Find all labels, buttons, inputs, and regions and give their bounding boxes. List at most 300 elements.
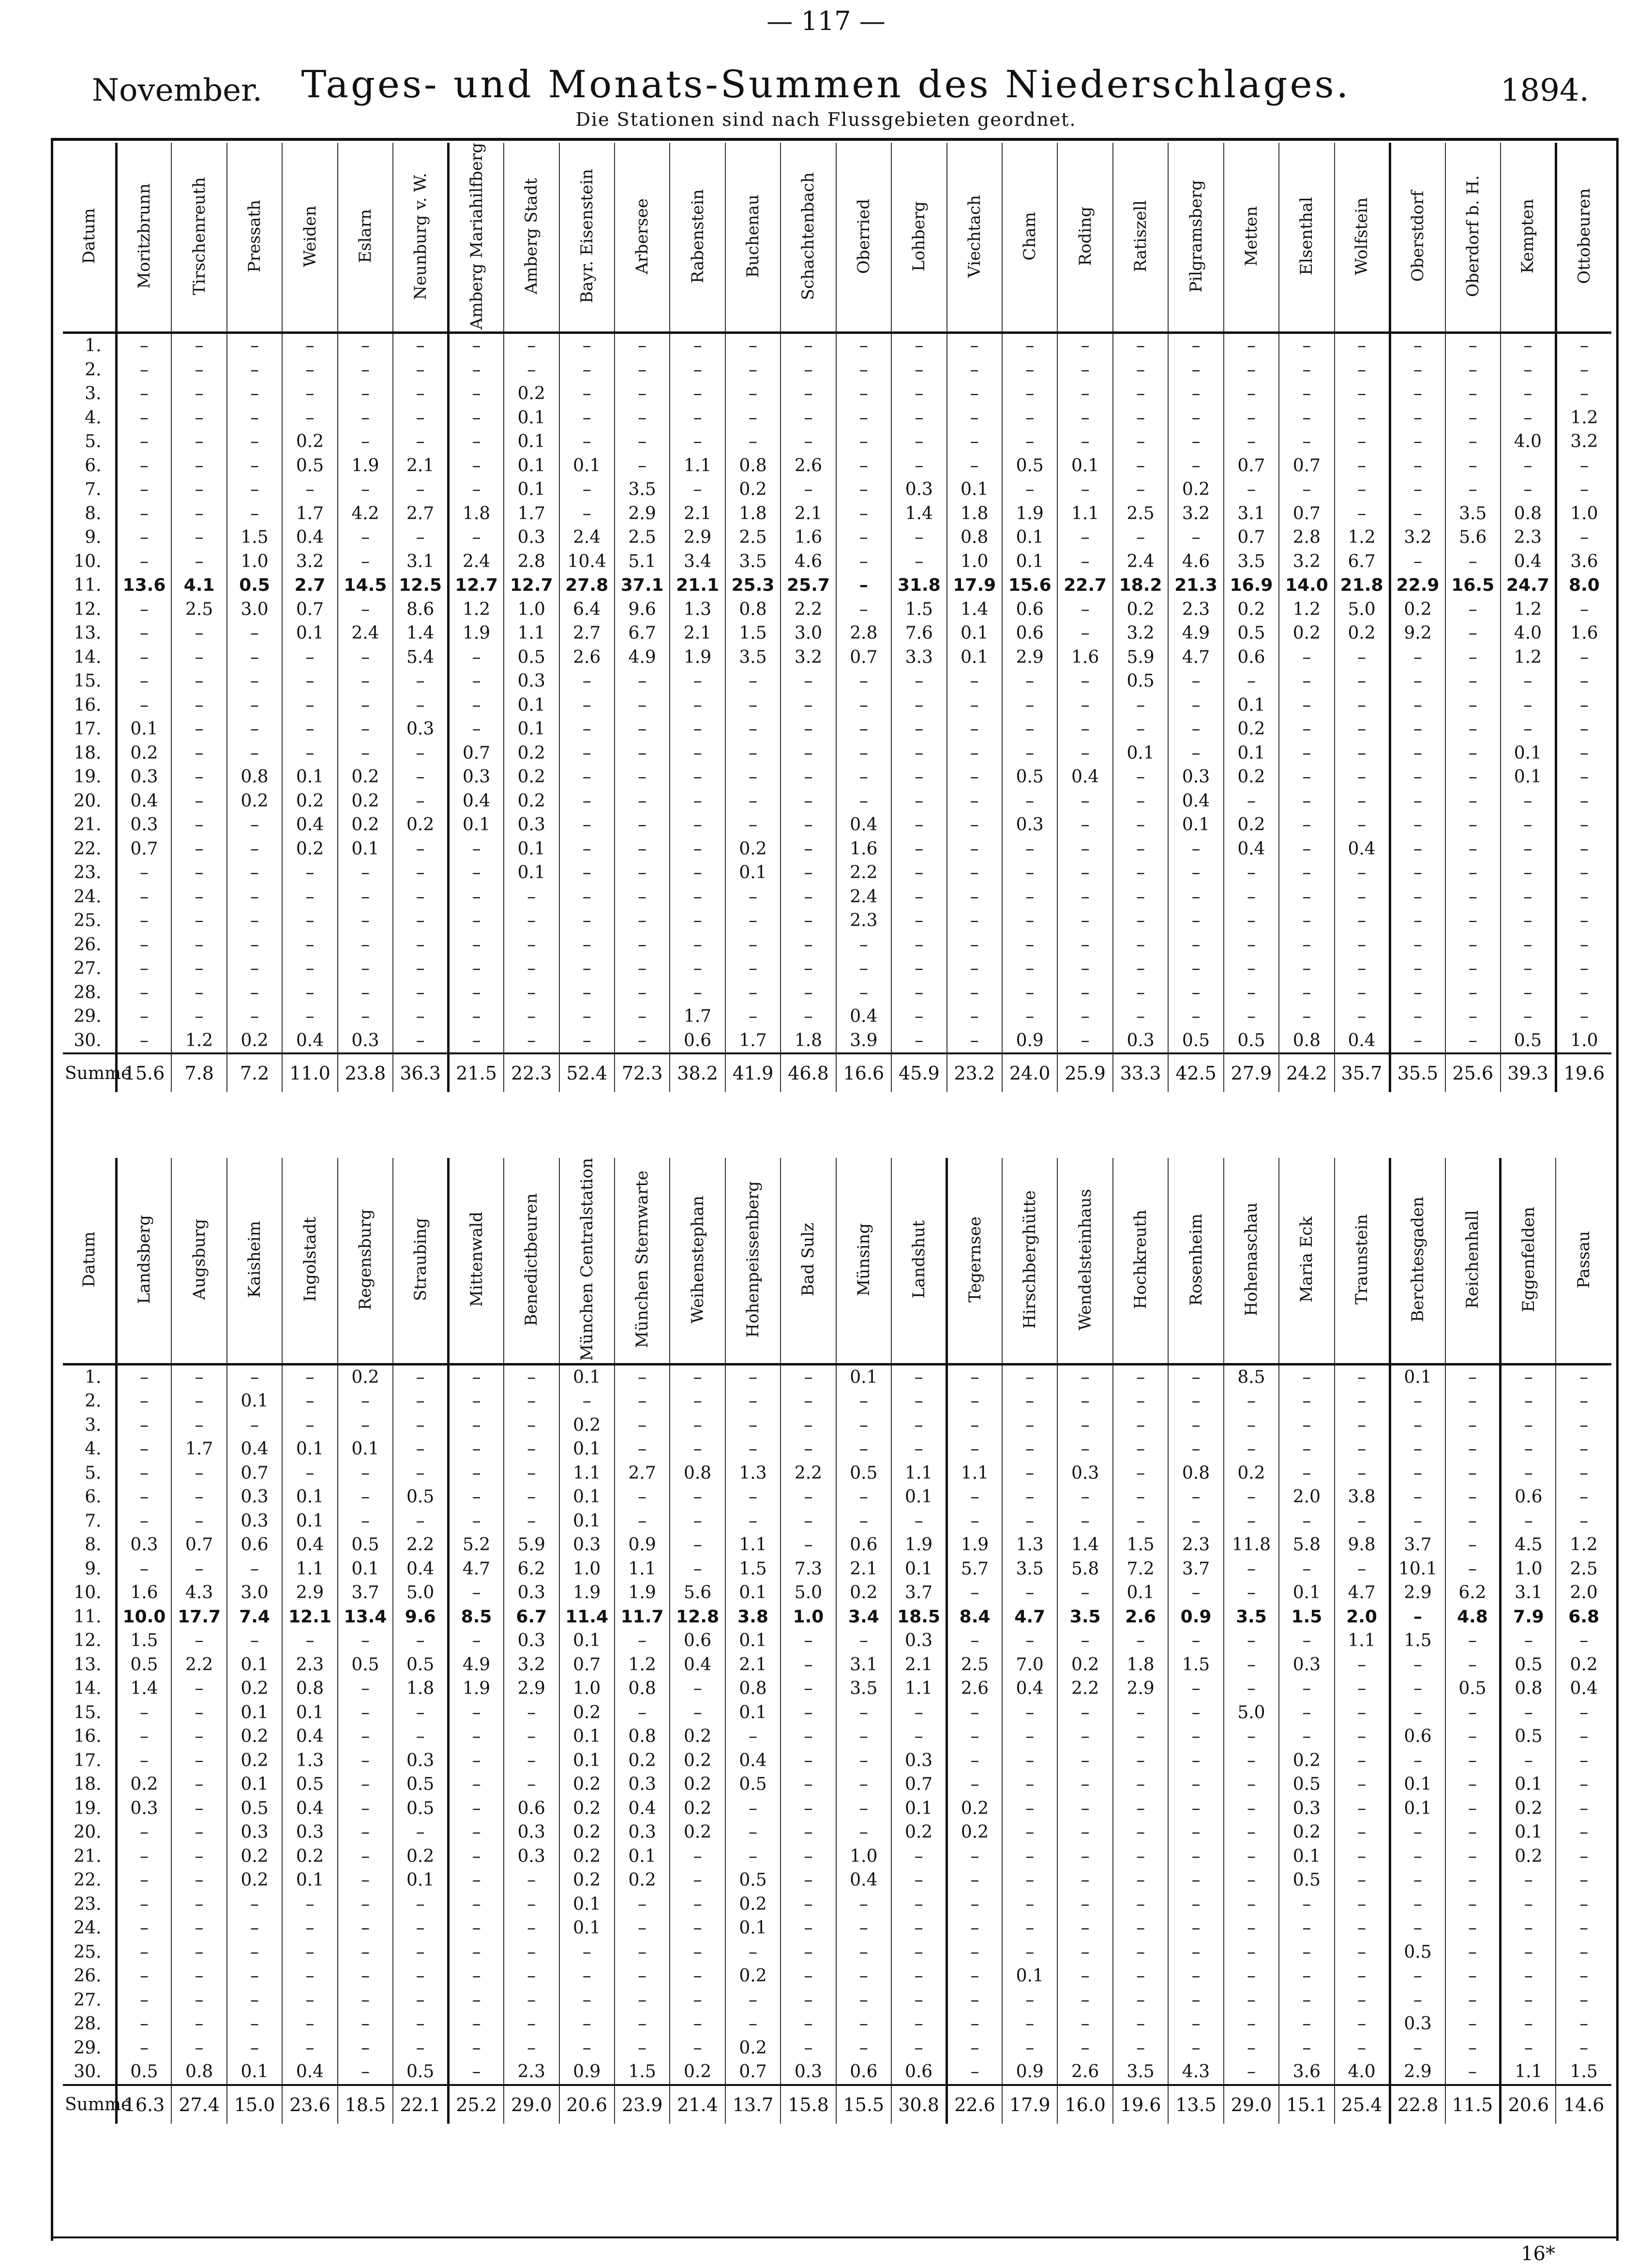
value-cell: – (582, 863, 591, 883)
value-cell: 7.9 (1513, 1606, 1544, 1627)
value-cell: 0.5 (1182, 1030, 1210, 1050)
value-cell: – (914, 2038, 923, 2058)
value-cell: – (195, 1006, 204, 1027)
value-cell: – (195, 743, 204, 763)
value-cell: – (360, 743, 370, 763)
value-cell: – (527, 1894, 536, 1914)
value-cell: 1.6 (794, 527, 823, 548)
value-cell: – (1524, 1918, 1533, 1938)
sum-cell: 25.9 (1057, 1053, 1112, 1092)
value-cell: – (1524, 1511, 1533, 1531)
day-label: 3. (85, 1415, 102, 1435)
value-cell: – (1302, 1631, 1311, 1651)
value-cell: – (582, 336, 591, 356)
value-cell: 0.2 (739, 1894, 767, 1914)
value-cell: – (472, 647, 481, 667)
value-cell: – (1247, 1559, 1256, 1579)
value-cell: – (250, 432, 259, 452)
value-cell: – (195, 1487, 204, 1507)
value-cell: – (1136, 480, 1145, 500)
value-cell: 13.4 (344, 1606, 387, 1627)
value-cell: – (1579, 1798, 1589, 1818)
value-cell: 10.0 (122, 1606, 166, 1627)
value-cell: – (472, 360, 481, 380)
station-values (227, 1364, 282, 2085)
value-cell: – (1413, 1006, 1423, 1027)
value-cell: – (527, 1990, 536, 2010)
value-cell: 4.9 (1182, 623, 1210, 644)
value-cell: – (1025, 839, 1035, 859)
value-cell: 0.3 (462, 767, 491, 787)
value-cell: – (804, 1006, 813, 1027)
page-title: Tages- und Monats-Summen des Niederschlages. (301, 63, 1351, 106)
value-cell: 0.2 (1348, 623, 1376, 644)
station-header: Bad Sulz (781, 1158, 836, 1364)
value-cell: – (915, 695, 924, 715)
value-cell: – (915, 886, 924, 907)
value-cell: – (859, 1942, 868, 1962)
value-cell: – (1357, 384, 1367, 404)
value-cell: – (250, 2014, 259, 2034)
value-cell: – (1081, 1631, 1090, 1651)
value-cell: 0.9 (1016, 1030, 1044, 1050)
value-cell: – (582, 1006, 591, 1027)
value-cell: – (1579, 480, 1589, 500)
value-cell: – (693, 2014, 702, 2034)
value-cell: 9.2 (1404, 623, 1432, 644)
value-cell: – (1302, 959, 1311, 979)
value-cell: – (1302, 1918, 1311, 1938)
value-cell: 0.1 (296, 1487, 324, 1507)
value-cell: 1.0 (1515, 1559, 1543, 1579)
value-cell: – (859, 1750, 868, 1770)
station-values (781, 333, 836, 1054)
station-values (1556, 333, 1611, 1054)
value-cell: – (305, 959, 315, 979)
day-label: 8. (85, 1535, 102, 1555)
value-cell: – (1468, 1631, 1477, 1651)
value-cell: 1.5 (739, 623, 767, 644)
month-label: November. (92, 73, 262, 108)
value-cell: 3.5 (1016, 1559, 1044, 1579)
value-cell: 0.1 (1514, 767, 1542, 787)
value-cell: – (1247, 1511, 1256, 1531)
value-cell: – (1302, 2014, 1311, 2034)
value-cell: 0.1 (1404, 1798, 1432, 1818)
value-cell: – (638, 1439, 647, 1459)
value-cell: – (582, 934, 591, 955)
value-cell: 0.5 (1292, 1870, 1321, 1890)
value-cell: – (472, 1006, 481, 1027)
value-cell: 0.3 (628, 1822, 656, 1843)
value-cell: – (1081, 360, 1090, 380)
value-cell: – (1025, 1439, 1035, 1459)
value-cell: 0.5 (351, 1654, 379, 1675)
value-cell: – (804, 886, 813, 907)
value-cell: 0.5 (240, 1798, 269, 1818)
value-cell: 0.2 (628, 1870, 656, 1890)
value-cell: – (1579, 1391, 1589, 1411)
station-header: Berchtesgaden (1390, 1158, 1445, 1364)
station-header: Weihenstephan (670, 1158, 725, 1364)
sum-cell: 7.2 (227, 1053, 282, 1092)
value-cell: 0.2 (1237, 815, 1265, 835)
value-cell: – (1357, 1894, 1367, 1914)
value-cell: 2.9 (683, 527, 712, 548)
value-cell: 0.2 (1237, 599, 1265, 619)
value-cell: – (1302, 1511, 1311, 1531)
value-cell: – (139, 1367, 149, 1387)
value-cell: – (859, 959, 868, 979)
value-cell: – (1468, 934, 1477, 955)
value-cell: – (749, 815, 758, 835)
value-cell: – (693, 911, 702, 931)
station-values (891, 1364, 946, 2085)
value-cell: – (1357, 934, 1367, 955)
value-cell: 0.3 (130, 815, 158, 835)
value-cell: 0.8 (1514, 503, 1542, 524)
value-cell: 0.1 (1515, 1822, 1543, 1843)
day-label: 13. (74, 623, 102, 644)
value-cell: – (1468, 839, 1477, 859)
station-values (947, 1364, 1002, 2085)
value-cell: – (915, 1030, 924, 1050)
value-cell: – (195, 767, 204, 787)
value-cell: – (360, 1750, 370, 1770)
value-cell: – (1191, 1870, 1201, 1890)
value-cell: 0.5 (1458, 1679, 1487, 1699)
value-cell: 2.1 (794, 503, 823, 524)
value-cell: 12.7 (510, 575, 553, 596)
value-cell: – (749, 695, 758, 715)
value-cell: – (970, 791, 979, 811)
value-cell: – (859, 527, 868, 548)
value-cell: – (250, 743, 259, 763)
value-cell: – (1413, 1463, 1423, 1483)
value-cell: – (1523, 455, 1532, 476)
value-cell: 1.3 (296, 1750, 324, 1770)
sum-cell: 39.3 (1501, 1053, 1556, 1092)
value-cell: – (1413, 839, 1423, 859)
value-cell: 3.1 (406, 551, 435, 571)
value-cell: – (1025, 934, 1035, 955)
value-cell: – (1413, 1990, 1423, 2010)
value-cell: 1.1 (573, 1463, 601, 1483)
value-cell: – (693, 1894, 702, 1914)
sum-cell: 27.4 (171, 2085, 226, 2124)
day-label: 17. (74, 1750, 102, 1770)
value-cell: – (1081, 671, 1090, 691)
value-cell: – (360, 384, 370, 404)
value-cell: – (416, 360, 425, 380)
value-cell: 2.9 (1126, 1679, 1155, 1699)
value-cell: 0.3 (1182, 767, 1210, 787)
value-cell: – (1025, 360, 1035, 380)
value-cell: 0.4 (1071, 767, 1099, 787)
value-cell: – (582, 743, 591, 763)
value-cell: – (749, 2014, 758, 2034)
value-cell: 0.2 (739, 480, 767, 500)
value-cell: 2.2 (850, 863, 878, 883)
value-cell: 2.8 (850, 623, 878, 644)
station-values (1390, 1364, 1445, 2085)
value-cell: – (859, 934, 868, 955)
sum-cell: 22.6 (947, 2085, 1002, 2124)
value-cell: 2.6 (961, 1679, 989, 1699)
value-cell: 1.6 (130, 1583, 158, 1603)
value-cell: – (1357, 959, 1367, 979)
value-cell: – (250, 1367, 259, 1387)
value-cell: – (416, 527, 425, 548)
station-values (393, 1364, 448, 2085)
value-cell: 0.3 (517, 1846, 545, 1866)
value-cell: 4.9 (628, 647, 656, 667)
value-cell: – (1302, 480, 1311, 500)
value-cell: 0.5 (1515, 1726, 1543, 1747)
value-cell: – (915, 767, 924, 787)
value-cell: – (1136, 791, 1145, 811)
value-cell: – (804, 911, 813, 931)
value-cell: – (693, 982, 702, 1003)
value-cell: – (1025, 982, 1035, 1003)
value-cell: – (195, 1463, 204, 1483)
value-cell: 2.7 (628, 1463, 656, 1483)
sum-cell: 36.3 (393, 1053, 448, 1092)
station-header: Roding (1057, 143, 1112, 333)
value-cell: – (1302, 695, 1311, 715)
value-cell: – (305, 695, 315, 715)
sum-cell: 19.6 (1556, 1053, 1611, 1092)
value-cell: – (859, 1702, 868, 1723)
value-cell: 8.4 (959, 1606, 991, 1627)
value-cell: – (1191, 695, 1201, 715)
value-cell: 0.5 (406, 2062, 435, 2082)
sum-cell: 35.5 (1390, 1053, 1445, 1092)
value-cell: – (1468, 1990, 1477, 2010)
value-cell: 2.7 (406, 503, 435, 524)
value-cell: 0.2 (1237, 719, 1265, 739)
value-cell: – (305, 1918, 315, 1938)
value-cell: – (1302, 1367, 1311, 1387)
value-cell: – (305, 911, 315, 931)
value-cell: – (1302, 815, 1311, 835)
station-header: Reichenhall (1445, 1158, 1501, 1364)
value-cell: – (1025, 1463, 1035, 1483)
value-cell: – (1025, 407, 1035, 428)
value-cell: 0.7 (1237, 455, 1265, 476)
value-cell: 2.1 (683, 503, 712, 524)
value-cell: 1.2 (1570, 1535, 1598, 1555)
value-cell: – (195, 911, 204, 931)
value-cell: 15.6 (1008, 575, 1051, 596)
value-cell: – (527, 1511, 536, 1531)
value-cell: – (1579, 1006, 1589, 1027)
value-cell: – (1081, 719, 1090, 739)
value-cell: – (970, 1966, 979, 1986)
value-cell: – (582, 886, 591, 907)
value-cell: – (1025, 1415, 1035, 1435)
value-cell: – (1413, 982, 1423, 1003)
value-cell: 0.3 (240, 1487, 269, 1507)
value-cell: – (970, 886, 979, 907)
value-cell: 0.9 (573, 2062, 601, 2082)
value-cell: – (638, 336, 647, 356)
value-cell: – (1413, 455, 1423, 476)
value-cell: – (582, 2014, 591, 2034)
value-cell: 0.2 (1515, 1846, 1543, 1866)
value-cell: – (582, 1391, 591, 1411)
value-cell: 0.4 (1348, 839, 1376, 859)
value-cell: – (970, 839, 979, 859)
value-cell: – (1081, 599, 1090, 619)
value-cell: – (859, 767, 868, 787)
value-cell: – (195, 432, 204, 452)
value-cell: – (360, 527, 370, 548)
value-cell: – (749, 1798, 758, 1818)
value-cell: – (527, 1463, 536, 1483)
sum-cell: 24.0 (1002, 1053, 1057, 1092)
value-cell: 1.9 (961, 1535, 989, 1555)
value-cell: 4.1 (183, 575, 215, 596)
sum-cell: 35.7 (1335, 1053, 1390, 1092)
value-cell: – (1191, 1391, 1201, 1411)
value-cell: 10.4 (567, 551, 606, 571)
value-cell: 0.2 (296, 1846, 324, 1866)
value-cell: – (1081, 695, 1090, 715)
value-cell: 0.2 (1570, 1654, 1598, 1675)
value-cell: 18.5 (897, 1606, 940, 1627)
value-cell: – (250, 336, 259, 356)
value-cell: – (693, 2038, 702, 2058)
value-cell: – (749, 982, 758, 1003)
station-header: Tegernsee (947, 1158, 1002, 1364)
value-cell: 0.1 (961, 623, 989, 644)
value-cell: – (582, 791, 591, 811)
value-cell: – (195, 480, 204, 500)
value-cell: – (1468, 1702, 1477, 1723)
value-cell: – (1468, 2062, 1477, 2082)
value-cell: – (139, 886, 149, 907)
value-cell: 0.3 (296, 1822, 324, 1843)
value-cell: – (360, 1511, 370, 1531)
station-values (1057, 333, 1112, 1054)
value-cell: – (472, 671, 481, 691)
value-cell: – (749, 360, 758, 380)
day-label: 2. (85, 360, 102, 380)
value-cell: 21.3 (1174, 575, 1217, 596)
value-cell: – (1081, 886, 1090, 907)
value-cell: – (1302, 384, 1311, 404)
value-cell: – (1302, 2038, 1311, 2058)
value-cell: – (970, 863, 979, 883)
value-cell: – (305, 1631, 315, 1651)
value-cell: 0.5 (1126, 671, 1155, 691)
value-cell: – (1413, 551, 1423, 571)
value-cell: – (859, 791, 868, 811)
value-cell: – (1302, 1726, 1311, 1747)
value-cell: 5.7 (961, 1559, 989, 1579)
sum-label: Summe (63, 1053, 116, 1092)
value-cell: – (1302, 1942, 1311, 1962)
value-cell: – (1025, 1822, 1035, 1843)
station-header: Bayr. Eisenstein (559, 143, 615, 333)
value-cell: – (250, 982, 259, 1003)
value-cell: – (1191, 384, 1201, 404)
value-cell: 5.6 (683, 1583, 712, 1603)
value-cell: – (1579, 815, 1589, 835)
value-cell: – (1579, 1463, 1589, 1483)
value-cell: – (1413, 1654, 1423, 1675)
value-cell: – (360, 336, 370, 356)
value-cell: – (1524, 1391, 1533, 1411)
value-cell: 24.7 (1506, 575, 1549, 596)
value-cell: – (749, 959, 758, 979)
value-cell: – (1524, 1415, 1533, 1435)
value-cell: – (859, 1415, 868, 1435)
value-cell: – (638, 671, 647, 691)
value-cell: 0.1 (296, 1511, 324, 1531)
value-cell: 2.9 (517, 1679, 545, 1699)
value-cell: – (1247, 1894, 1256, 1914)
sum-cell: 27.9 (1224, 1053, 1279, 1092)
value-cell: – (195, 1894, 204, 1914)
value-cell: 4.7 (1014, 1606, 1046, 1627)
value-cell: – (139, 407, 149, 428)
value-cell: – (1579, 1870, 1589, 1890)
value-cell: – (582, 1990, 591, 2010)
value-cell: – (1302, 911, 1311, 931)
value-cell: – (804, 767, 813, 787)
value-cell: 3.5 (1236, 1606, 1267, 1627)
value-cell: – (195, 623, 204, 644)
day-label: 1. (85, 336, 102, 356)
day-label: 27. (74, 1990, 102, 2010)
value-cell: 2.1 (406, 455, 435, 476)
value-cell: 12.5 (399, 575, 442, 596)
value-cell: – (693, 1415, 702, 1435)
value-cell: – (139, 934, 149, 955)
value-cell: – (1025, 384, 1035, 404)
value-cell: – (1081, 1894, 1090, 1914)
value-cell: 0.5 (406, 1774, 435, 1795)
value-cell: – (1468, 863, 1477, 883)
station-header: Buchenau (725, 143, 781, 333)
value-cell: – (1302, 982, 1311, 1003)
sum-cell: 29.0 (504, 2085, 559, 2124)
value-cell: 0.7 (185, 1535, 213, 1555)
value-cell: 0.1 (573, 1439, 601, 1459)
value-cell: – (472, 1030, 481, 1050)
value-cell: – (305, 2014, 315, 2034)
value-cell: 0.3 (1071, 1463, 1099, 1483)
value-cell: 0.4 (1570, 1679, 1598, 1699)
value-cell: – (139, 647, 149, 667)
value-cell: – (804, 1367, 813, 1387)
value-cell: – (804, 1679, 813, 1699)
value-cell: 37.1 (620, 575, 664, 596)
value-cell: – (139, 1511, 149, 1531)
value-cell: 0.4 (296, 1030, 324, 1050)
value-cell: 0.2 (240, 1846, 269, 1866)
value-cell: – (1579, 360, 1589, 380)
value-cell: – (1136, 767, 1145, 787)
value-cell: – (305, 2038, 315, 2058)
value-cell: 0.1 (517, 863, 545, 883)
sum-cell: 29.0 (1224, 2085, 1279, 2124)
value-cell: 0.1 (517, 719, 545, 739)
header-row (63, 143, 1611, 333)
value-cell: – (1025, 1846, 1035, 1866)
